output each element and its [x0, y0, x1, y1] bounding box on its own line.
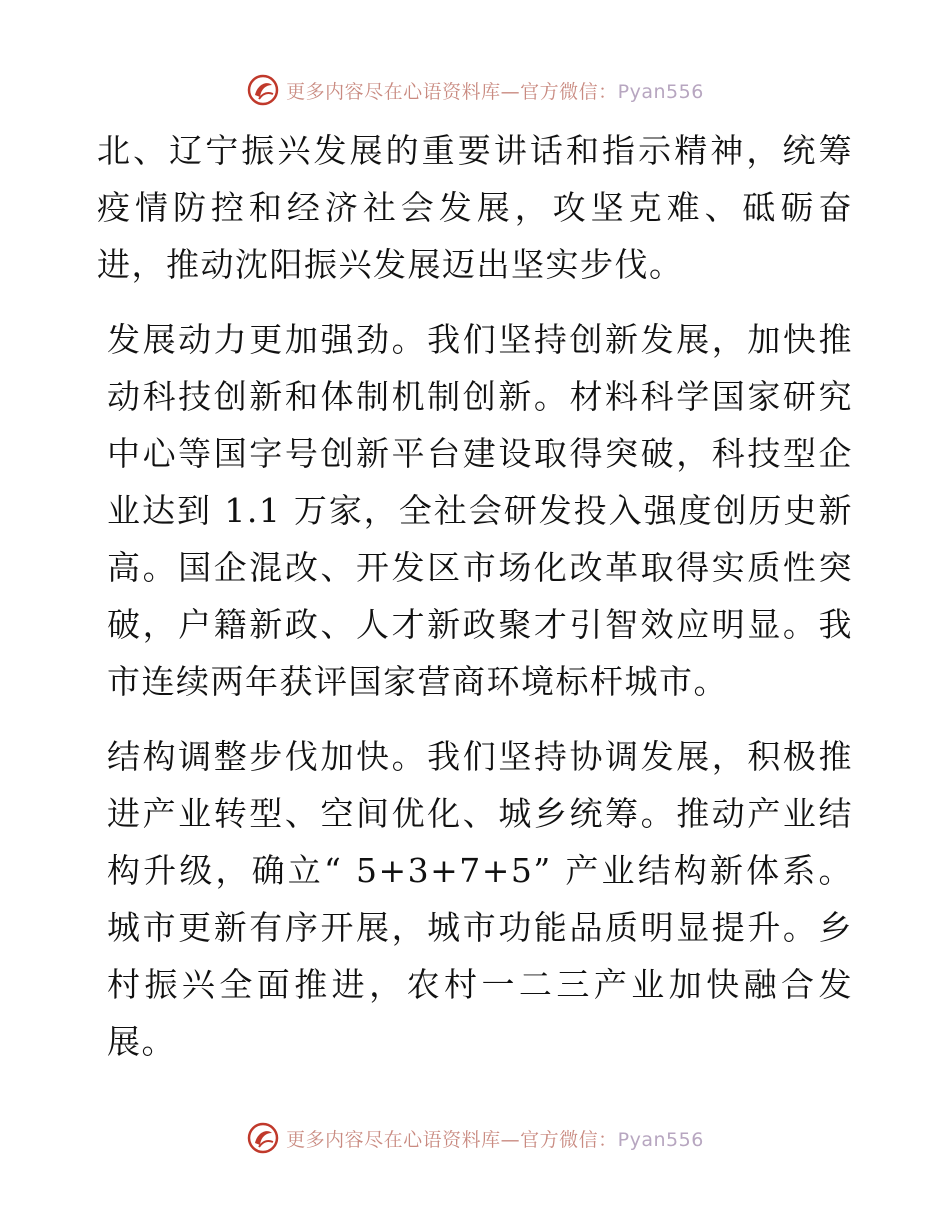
red-swirl-logo-icon	[246, 73, 280, 107]
watermark-text: 更多内容尽在心语资料库—官方微信：Pyan556	[286, 1128, 704, 1151]
footer-watermark	[0, 1118, 950, 1158]
watermark-account: Pyan556	[617, 80, 704, 103]
paragraph-1: 北、辽宁振兴发展的重要讲话和指示精神，统筹疫情防控和经济社会发展，攻坚克难、砥砺奋进，推动沈阳振兴发展迈出坚实步伐。	[97, 131, 853, 284]
watermark-text: 更多内容尽在心语资料库—官方微信：Pyan556	[286, 80, 704, 103]
paragraph-2: 发展动力更加强劲。我们坚持创新发展，加快推动科技创新和体制机制创新。材料科学国家研究中心等国字号创新平台建设取得突破，科技型企业达到 1.1 万家，全社会研发投入强度创历史新高。国企混改、开发区市场化改革取得实质性突破，户籍新政、人才新政聚才引智效应明显。我市连续两年获评国家营商环境标杆城市。	[107, 320, 853, 701]
header-watermark	[0, 70, 950, 110]
document-body	[97, 122, 853, 1088]
watermark-account: Pyan556	[617, 1128, 704, 1151]
red-swirl-logo-icon	[246, 1121, 280, 1155]
paragraph-3: 结构调整步伐加快。我们坚持协调发展，积极推进产业转型、空间优化、城乡统筹。推动产业结构升级，确立“ 5+3+7+5” 产业结构新体系。城市更新有序开展，城市功能品质明显提升。乡村振兴全面推进，农村一二三产业加快融合发展。	[107, 737, 853, 1061]
